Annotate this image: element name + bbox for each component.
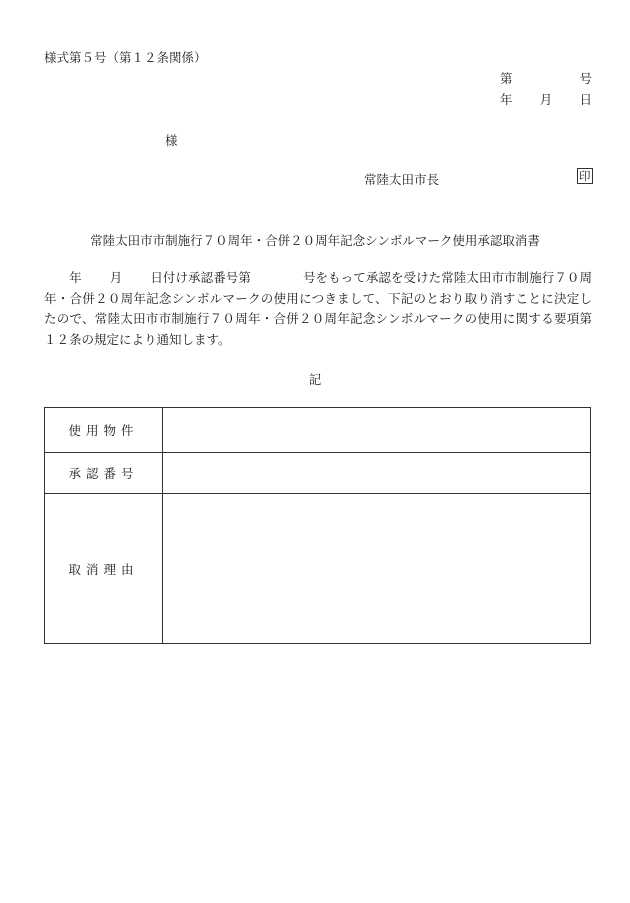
row-label-usage-item: 使用物件 — [45, 408, 163, 453]
row-label-cancel-reason: 取消理由 — [45, 494, 163, 644]
date-line — [500, 90, 592, 108]
table-row — [45, 453, 591, 494]
date-day: 日 — [579, 92, 592, 107]
date-year: 年 — [500, 92, 513, 107]
form-number: 様式第５号（第１２条関係） — [44, 50, 207, 65]
sender-title: 常陸太田市長 — [364, 172, 440, 187]
body-month: 月 — [109, 270, 123, 285]
table-row — [45, 408, 591, 453]
document-title: 常陸太田市市制施行７０周年・合併２０周年記念シンボルマーク使用承認取消書 — [90, 233, 540, 248]
number-suffix: 号 — [579, 71, 592, 86]
detail-table — [44, 407, 591, 644]
row-label-approval-number: 承認番号 — [45, 453, 163, 494]
ki-heading: 記 — [308, 372, 322, 387]
number-prefix: 第 — [500, 71, 513, 86]
body-approval-date-part: 日付け承認番号第 — [150, 270, 251, 285]
row-value-approval-number — [163, 453, 591, 494]
table-row — [45, 494, 591, 644]
body-paragraph — [44, 268, 592, 350]
seal-mark: 印 — [579, 169, 591, 183]
body-text-part: 号をもって承認を受けた常陸太田市市制施行７０周年・合併２０周年記念シンボルマークの使用につきまして、下記のとおり取り消すことに決定したので、常陸太田市市制施行７０周年・合併２０周年記念シンボルマークの使用に関する要項第１２条の規定により通知します。 — [44, 270, 592, 347]
addressee-honorific: 様 — [165, 133, 178, 148]
body-year: 年 — [69, 270, 82, 285]
row-value-cancel-reason — [163, 494, 591, 644]
row-value-usage-item — [163, 408, 591, 453]
document-number-line — [500, 69, 592, 87]
date-month: 月 — [539, 92, 553, 107]
